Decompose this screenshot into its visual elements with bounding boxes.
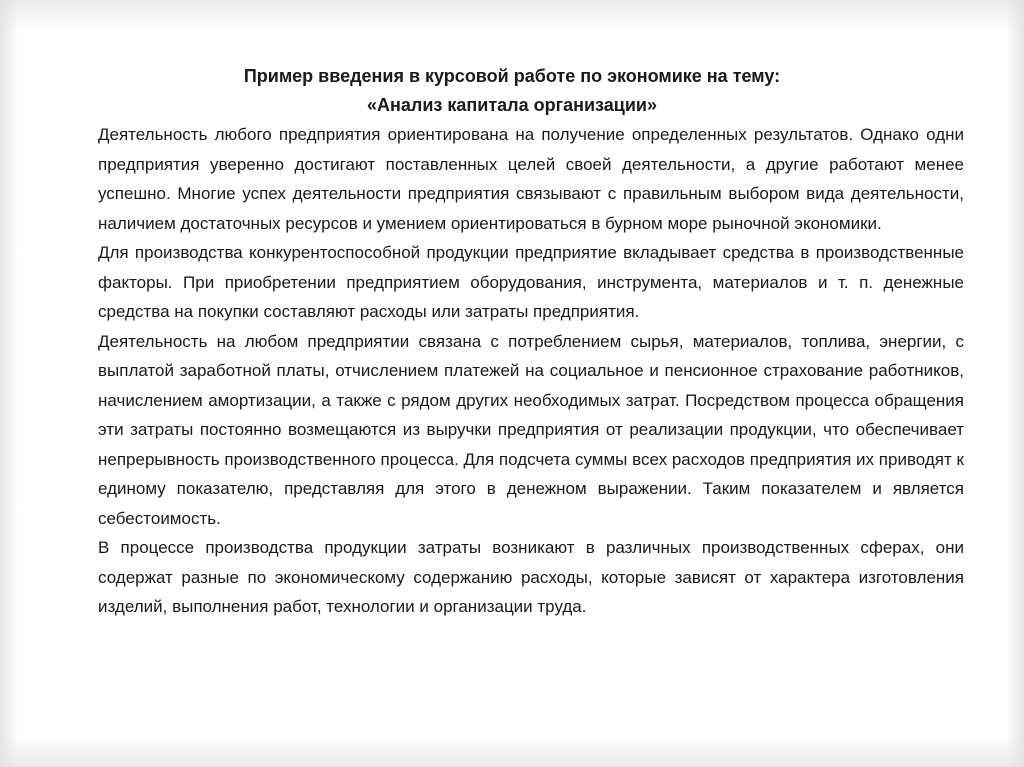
paragraph-1: Деятельность любого предприятия ориентирована на получение определенных результатов. Однако одни предприятия уверенно достигают поставленных целей своей деятельности, а другие работают менее успешно. Многие успех деятельности предприятия связывают с правильным выбором вида деятельности, наличием достаточных ресурсов и умением ориентироваться в бурном море рыночной экономики. [98,125,964,233]
title-line-1: Пример введения в курсовой работе по экономике на тему: [243,66,781,86]
paragraph-3: Деятельность на любом предприятии связана с потреблением сырья, материалов, топлива, энергии, с выплатой заработной платы, отчислением платежей на социальное и пенсионное страхование работников, начислением амортизации, а также с рядом других необходимых затрат. Посредством процесса обращения эти затраты постоянно возмещаются из выручки предприятия от реализации продукции, что обеспечивает непрерывность производственного процесса. Для подсчета суммы всех расходов предприятия их приводят к единому показателю, представляя для этого в денежном выражении. Таким показателем и является себестоимость. [98,331,964,528]
paragraph-2: Для производства конкурентоспособной продукции предприятие вкладывает средства в производственные факторы. При приобретении предприятием оборудования, инструмента, материалов и т. п. денежные средства на покупки составляют расходы или затраты предприятия. [98,243,964,321]
document-body [98,120,964,622]
title-line-2: «Анализ капитала организации» [367,95,657,115]
paragraph-4: В процессе производства продукции затраты возникают в различных производственных сферах, они содержат разные по экономическому содержанию расходы, которые зависят от характера изготовления изделий, выполнения работ, технологии и организации труда. [98,538,964,616]
document-title [60,62,964,120]
